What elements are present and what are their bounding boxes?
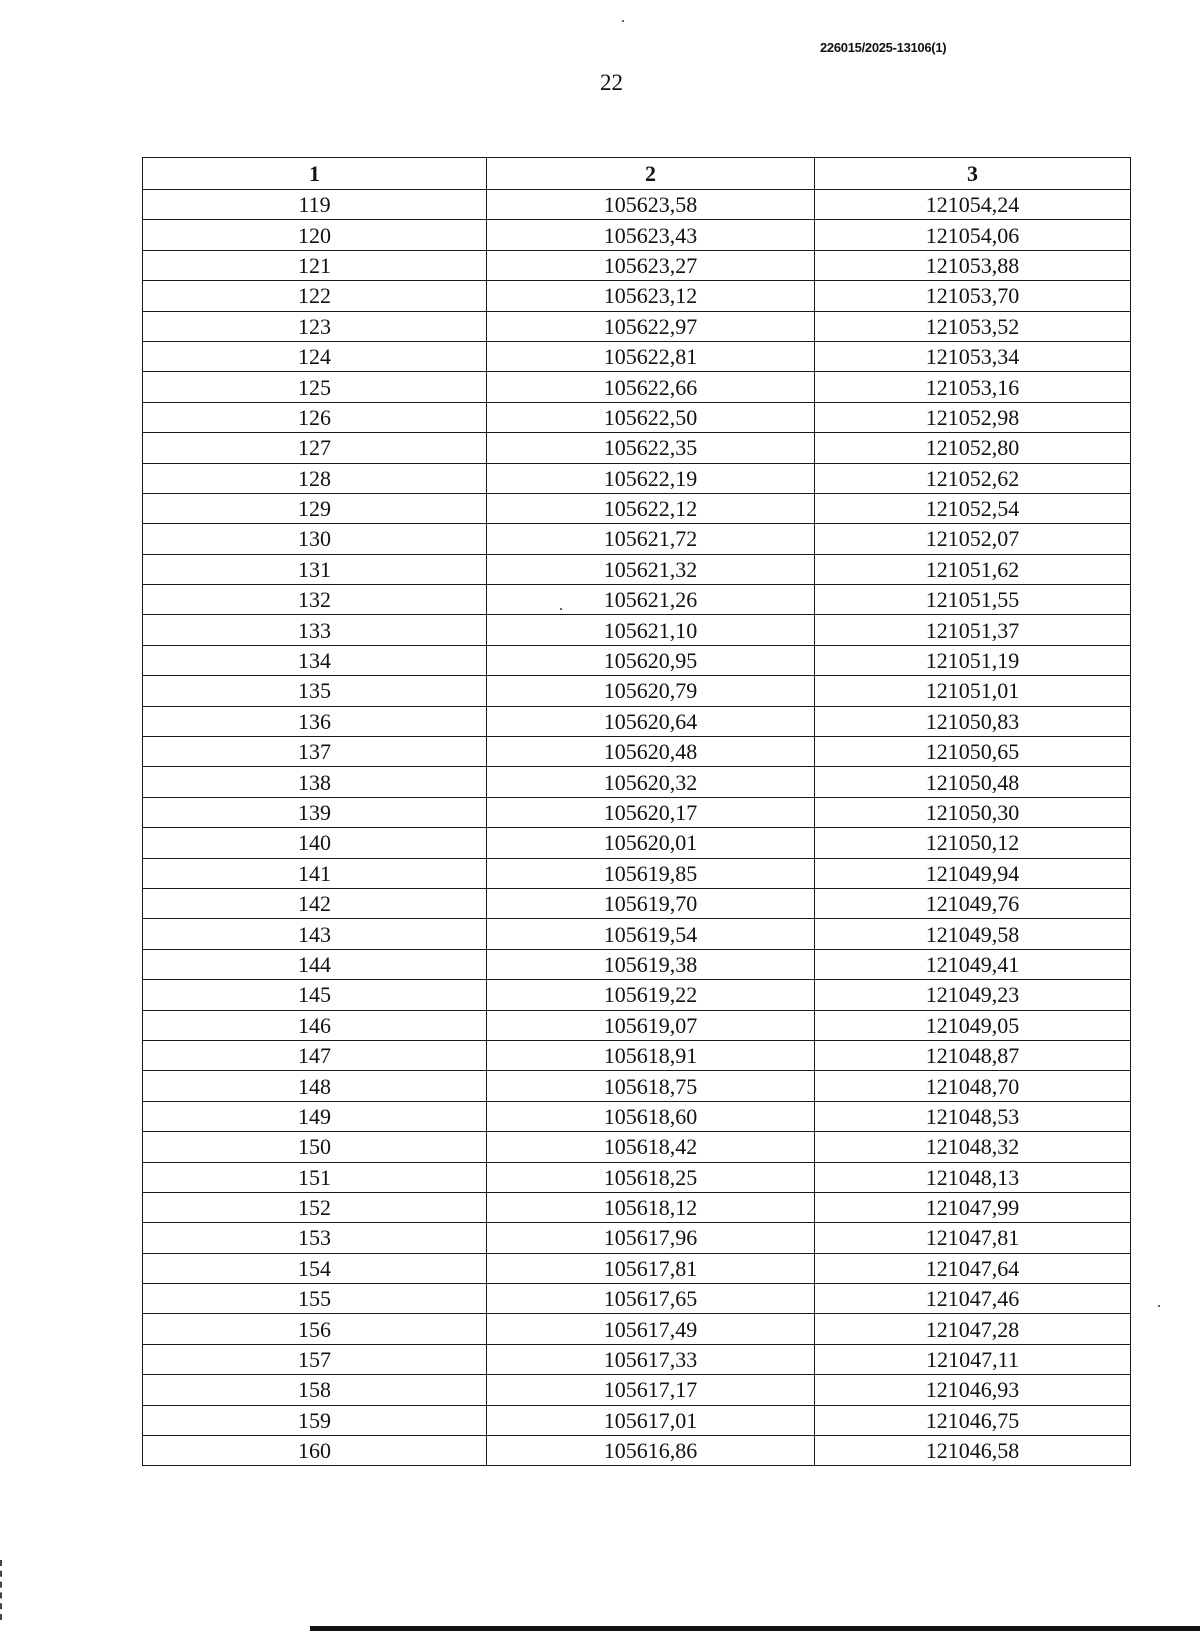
column-header-x-coordinate: 2 [487,158,815,190]
cell-y-coordinate: 121051,37 [815,615,1131,645]
cell-y-coordinate: 121049,05 [815,1010,1131,1040]
cell-point-number: 133 [143,615,487,645]
document-registration-number: 226015/2025-13106(1) [820,40,947,55]
scan-speck [622,20,624,22]
table-row [143,311,1131,341]
cell-x-coordinate: 105618,75 [487,1071,815,1101]
cell-x-coordinate: 105619,38 [487,949,815,979]
cell-x-coordinate: 105620,01 [487,828,815,858]
table-row [143,919,1131,949]
cell-x-coordinate: 105619,07 [487,1010,815,1040]
cell-point-number: 119 [143,190,487,220]
cell-point-number: 154 [143,1253,487,1283]
table-row [143,737,1131,767]
table-row [143,1040,1131,1070]
cell-x-coordinate: 105623,27 [487,250,815,280]
table-row [143,706,1131,736]
table-row [143,554,1131,584]
cell-point-number: 138 [143,767,487,797]
cell-point-number: 121 [143,250,487,280]
page-number: 22 [600,70,623,95]
cell-point-number: 156 [143,1314,487,1344]
cell-y-coordinate: 121054,24 [815,190,1131,220]
cell-x-coordinate: 105622,19 [487,463,815,493]
cell-y-coordinate: 121053,70 [815,281,1131,311]
cell-point-number: 124 [143,341,487,371]
cell-x-coordinate: 105621,72 [487,524,815,554]
cell-x-coordinate: 105623,58 [487,190,815,220]
cell-x-coordinate: 105622,66 [487,372,815,402]
cell-point-number: 148 [143,1071,487,1101]
table-row [143,372,1131,402]
table-row [143,1192,1131,1222]
cell-x-coordinate: 105623,12 [487,281,815,311]
cell-point-number: 149 [143,1101,487,1131]
cell-y-coordinate: 121046,58 [815,1436,1131,1466]
cell-x-coordinate: 105620,17 [487,797,815,827]
cell-point-number: 136 [143,706,487,736]
cell-x-coordinate: 105618,12 [487,1192,815,1222]
cell-y-coordinate: 121051,62 [815,554,1131,584]
cell-point-number: 141 [143,858,487,888]
scan-margin-marks [0,1560,6,1620]
table-row [143,949,1131,979]
cell-point-number: 134 [143,645,487,675]
cell-point-number: 123 [143,311,487,341]
cell-x-coordinate: 105621,10 [487,615,815,645]
table-row [143,676,1131,706]
table-row [143,828,1131,858]
table-row [143,797,1131,827]
scan-speck [1158,1305,1160,1307]
cell-y-coordinate: 121052,07 [815,524,1131,554]
cell-y-coordinate: 121053,52 [815,311,1131,341]
table-row [143,1405,1131,1435]
table-row [143,524,1131,554]
cell-y-coordinate: 121048,13 [815,1162,1131,1192]
table-body [143,190,1131,1466]
cell-x-coordinate: 105622,35 [487,433,815,463]
cell-y-coordinate: 121051,01 [815,676,1131,706]
cell-x-coordinate: 105617,96 [487,1223,815,1253]
cell-point-number: 160 [143,1436,487,1466]
cell-point-number: 129 [143,493,487,523]
cell-x-coordinate: 105617,49 [487,1314,815,1344]
table-row [143,1375,1131,1405]
cell-point-number: 126 [143,402,487,432]
table-row [143,1314,1131,1344]
cell-point-number: 155 [143,1284,487,1314]
cell-y-coordinate: 121048,87 [815,1040,1131,1070]
table-row [143,250,1131,280]
cell-point-number: 140 [143,828,487,858]
cell-x-coordinate: 105617,33 [487,1344,815,1374]
table-row [143,433,1131,463]
cell-y-coordinate: 121047,46 [815,1284,1131,1314]
table-row [143,888,1131,918]
cell-y-coordinate: 121050,65 [815,737,1131,767]
table-row [143,341,1131,371]
cell-x-coordinate: 105620,79 [487,676,815,706]
table-row [143,463,1131,493]
cell-y-coordinate: 121052,98 [815,402,1131,432]
cell-x-coordinate: 105623,43 [487,220,815,250]
cell-y-coordinate: 121048,53 [815,1101,1131,1131]
cell-point-number: 135 [143,676,487,706]
table-header [143,158,1131,190]
cell-x-coordinate: 105622,50 [487,402,815,432]
table-row [143,585,1131,615]
table-row [143,493,1131,523]
cell-point-number: 132 [143,585,487,615]
cell-y-coordinate: 121053,88 [815,250,1131,280]
cell-y-coordinate: 121052,62 [815,463,1131,493]
cell-y-coordinate: 121051,19 [815,645,1131,675]
table-row [143,1284,1131,1314]
table-row [143,1223,1131,1253]
table-row [143,767,1131,797]
footer-rule [310,1626,1200,1631]
cell-point-number: 151 [143,1162,487,1192]
cell-point-number: 153 [143,1223,487,1253]
cell-x-coordinate: 105620,64 [487,706,815,736]
cell-x-coordinate: 105619,54 [487,919,815,949]
cell-point-number: 142 [143,888,487,918]
table-row [143,980,1131,1010]
table-row [143,220,1131,250]
cell-point-number: 139 [143,797,487,827]
cell-x-coordinate: 105620,32 [487,767,815,797]
table-row [143,1132,1131,1162]
cell-x-coordinate: 105617,01 [487,1405,815,1435]
cell-y-coordinate: 121048,70 [815,1071,1131,1101]
cell-y-coordinate: 121049,94 [815,858,1131,888]
cell-x-coordinate: 105618,60 [487,1101,815,1131]
cell-x-coordinate: 105621,26 [487,585,815,615]
coordinates-table [142,157,1131,1466]
column-header-point-number: 1 [143,158,487,190]
cell-y-coordinate: 121050,12 [815,828,1131,858]
header-row [143,158,1131,190]
cell-point-number: 137 [143,737,487,767]
table-row [143,1071,1131,1101]
cell-x-coordinate: 105618,42 [487,1132,815,1162]
table-row [143,281,1131,311]
table-row [143,1010,1131,1040]
cell-y-coordinate: 121053,16 [815,372,1131,402]
cell-point-number: 125 [143,372,487,402]
table-row [143,402,1131,432]
cell-x-coordinate: 105622,12 [487,493,815,523]
cell-y-coordinate: 121052,80 [815,433,1131,463]
cell-point-number: 130 [143,524,487,554]
table-row [143,1436,1131,1466]
cell-x-coordinate: 105617,17 [487,1375,815,1405]
table-row [143,190,1131,220]
cell-point-number: 128 [143,463,487,493]
table-row [143,1162,1131,1192]
cell-x-coordinate: 105620,95 [487,645,815,675]
cell-point-number: 152 [143,1192,487,1222]
cell-y-coordinate: 121049,58 [815,919,1131,949]
cell-y-coordinate: 121047,99 [815,1192,1131,1222]
cell-y-coordinate: 121049,76 [815,888,1131,918]
cell-x-coordinate: 105617,81 [487,1253,815,1283]
cell-point-number: 122 [143,281,487,311]
cell-x-coordinate: 105617,65 [487,1284,815,1314]
cell-y-coordinate: 121051,55 [815,585,1131,615]
table-row [143,1253,1131,1283]
cell-y-coordinate: 121047,64 [815,1253,1131,1283]
cell-point-number: 159 [143,1405,487,1435]
cell-point-number: 127 [143,433,487,463]
cell-point-number: 143 [143,919,487,949]
cell-y-coordinate: 121050,48 [815,767,1131,797]
cell-point-number: 157 [143,1344,487,1374]
table-row [143,1101,1131,1131]
cell-y-coordinate: 121047,11 [815,1344,1131,1374]
cell-x-coordinate: 105618,25 [487,1162,815,1192]
cell-point-number: 158 [143,1375,487,1405]
cell-y-coordinate: 121050,30 [815,797,1131,827]
cell-y-coordinate: 121049,23 [815,980,1131,1010]
cell-point-number: 145 [143,980,487,1010]
column-header-y-coordinate: 3 [815,158,1131,190]
cell-point-number: 150 [143,1132,487,1162]
cell-x-coordinate: 105619,70 [487,888,815,918]
cell-y-coordinate: 121048,32 [815,1132,1131,1162]
cell-x-coordinate: 105621,32 [487,554,815,584]
cell-y-coordinate: 121053,34 [815,341,1131,371]
cell-y-coordinate: 121050,83 [815,706,1131,736]
cell-x-coordinate: 105619,22 [487,980,815,1010]
cell-x-coordinate: 105618,91 [487,1040,815,1070]
table-row [143,858,1131,888]
cell-x-coordinate: 105620,48 [487,737,815,767]
cell-y-coordinate: 121049,41 [815,949,1131,979]
cell-y-coordinate: 121047,81 [815,1223,1131,1253]
cell-x-coordinate: 105619,85 [487,858,815,888]
cell-y-coordinate: 121052,54 [815,493,1131,523]
cell-x-coordinate: 105622,97 [487,311,815,341]
table-row [143,1344,1131,1374]
cell-point-number: 144 [143,949,487,979]
cell-x-coordinate: 105616,86 [487,1436,815,1466]
table-row [143,645,1131,675]
cell-point-number: 146 [143,1010,487,1040]
table-row [143,615,1131,645]
cell-point-number: 131 [143,554,487,584]
cell-y-coordinate: 121046,75 [815,1405,1131,1435]
cell-y-coordinate: 121047,28 [815,1314,1131,1344]
cell-x-coordinate: 105622,81 [487,341,815,371]
cell-point-number: 120 [143,220,487,250]
cell-point-number: 147 [143,1040,487,1070]
cell-y-coordinate: 121054,06 [815,220,1131,250]
cell-y-coordinate: 121046,93 [815,1375,1131,1405]
